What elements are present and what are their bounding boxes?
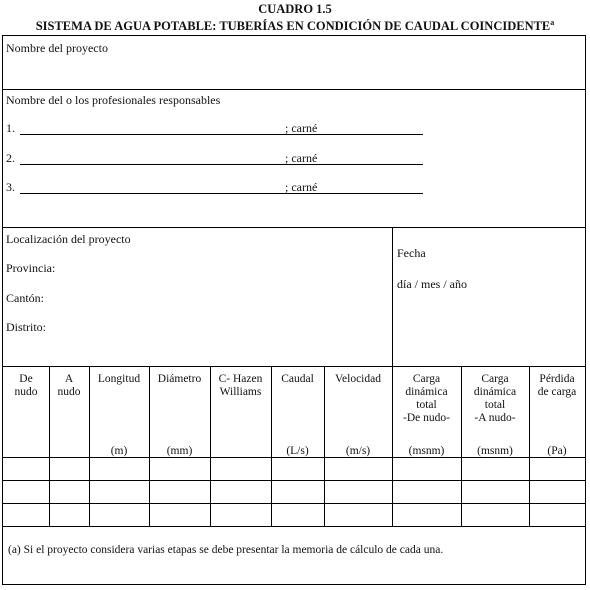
divider xyxy=(3,366,585,367)
column-header: Carga dinámica total -De nudo- xyxy=(403,373,450,424)
table-cell[interactable] xyxy=(90,481,148,502)
table-cell[interactable] xyxy=(272,458,323,479)
column-unit: (Pa) xyxy=(547,445,567,457)
table-cell[interactable] xyxy=(530,458,584,479)
professional-3-name-field[interactable] xyxy=(20,193,285,194)
table-cell[interactable] xyxy=(211,458,270,479)
table-cell[interactable] xyxy=(530,504,584,525)
table-cell[interactable] xyxy=(325,504,391,525)
table-cell[interactable] xyxy=(462,458,528,479)
column-header: Longitud xyxy=(97,373,141,385)
date-field[interactable] xyxy=(393,294,585,364)
table-cell[interactable] xyxy=(393,481,460,502)
table-cell[interactable] xyxy=(462,481,528,502)
project-name-field[interactable] xyxy=(3,56,585,88)
divider xyxy=(3,89,585,90)
date-format-label: día / mes / año xyxy=(397,277,467,291)
divider xyxy=(3,526,585,527)
column-unit: (mm) xyxy=(166,445,193,457)
divider xyxy=(3,227,585,228)
column-unit: (L/s) xyxy=(286,445,309,457)
column-unit: (msnm) xyxy=(477,445,513,457)
form-frame xyxy=(2,35,586,585)
distrito-field[interactable] xyxy=(53,317,388,335)
table-cell[interactable] xyxy=(4,458,48,479)
table-cell[interactable] xyxy=(4,504,48,525)
title-footnote-mark: a xyxy=(550,18,555,27)
table-cell[interactable] xyxy=(325,481,391,502)
professional-2-name-field[interactable] xyxy=(20,164,285,165)
table-cell[interactable] xyxy=(4,481,48,502)
column-header: A nudo xyxy=(57,373,81,398)
professional-1-name-field[interactable] xyxy=(20,134,285,135)
professionals-label: Nombre del o los profesionales responsables xyxy=(6,93,221,107)
table-title-text: SISTEMA DE AGUA POTABLE: TUBERÍAS EN CONDICIÓN DE CAUDAL COINCIDENTE xyxy=(35,19,551,34)
table-cell[interactable] xyxy=(50,481,88,502)
professional-3-number: 3. xyxy=(6,180,15,194)
professional-1-carne-label: ; carné xyxy=(285,121,318,135)
distrito-label: Distrito: xyxy=(6,320,47,334)
column-header: Caudal xyxy=(281,373,314,385)
column-unit: (msnm) xyxy=(408,445,445,457)
table-cell[interactable] xyxy=(211,504,270,525)
table-cell[interactable] xyxy=(150,504,209,525)
canton-label: Cantón: xyxy=(6,291,44,305)
footnote: (a) Si el proyecto considera varias etapas se debe presentar la memoria de cálculo de cada una. xyxy=(8,544,444,556)
professional-3-carne-label: ; carné xyxy=(285,180,318,194)
column-header: Pérdida de carga xyxy=(537,373,577,398)
table-cell[interactable] xyxy=(211,481,270,502)
table-cell[interactable] xyxy=(393,458,460,479)
column-header: De nudo xyxy=(14,373,38,398)
table-cell[interactable] xyxy=(150,481,209,502)
table-title xyxy=(0,16,590,33)
column-header: Diámetro xyxy=(157,373,202,385)
project-name-label: Nombre del proyecto xyxy=(6,41,108,55)
professional-2-carne-label: ; carné xyxy=(285,151,318,165)
canton-field[interactable] xyxy=(53,288,388,306)
table-cell[interactable] xyxy=(272,504,323,525)
form-title xyxy=(0,3,590,33)
professional-3-carne-field[interactable] xyxy=(285,193,423,194)
provincia-label: Provincia: xyxy=(6,261,56,275)
professional-2-carne-field[interactable] xyxy=(285,164,423,165)
table-cell[interactable] xyxy=(90,458,148,479)
location-label: Localización del proyecto xyxy=(6,232,131,246)
date-label: Fecha xyxy=(397,246,426,260)
table-cell[interactable] xyxy=(530,481,584,502)
professional-1-number: 1. xyxy=(6,121,15,135)
professional-2-number: 2. xyxy=(6,151,15,165)
table-cell[interactable] xyxy=(50,504,88,525)
table-cell[interactable] xyxy=(50,458,88,479)
table-cell[interactable] xyxy=(90,504,148,525)
column-unit: (m/s) xyxy=(345,445,371,457)
table-cell[interactable] xyxy=(272,481,323,502)
column-header: Carga dinámica total -A nudo- xyxy=(473,373,517,424)
table-number: CUADRO 1.5 xyxy=(258,2,332,16)
table-cell[interactable] xyxy=(462,504,528,525)
table-cell[interactable] xyxy=(150,458,209,479)
column-unit: (m) xyxy=(110,445,128,457)
professional-1-carne-field[interactable] xyxy=(285,134,423,135)
column-header: C- Hazen Williams xyxy=(218,373,263,398)
column-header: Velocidad xyxy=(335,373,381,385)
provincia-field[interactable] xyxy=(63,258,388,276)
table-cell[interactable] xyxy=(393,504,460,525)
table-cell[interactable] xyxy=(325,458,391,479)
